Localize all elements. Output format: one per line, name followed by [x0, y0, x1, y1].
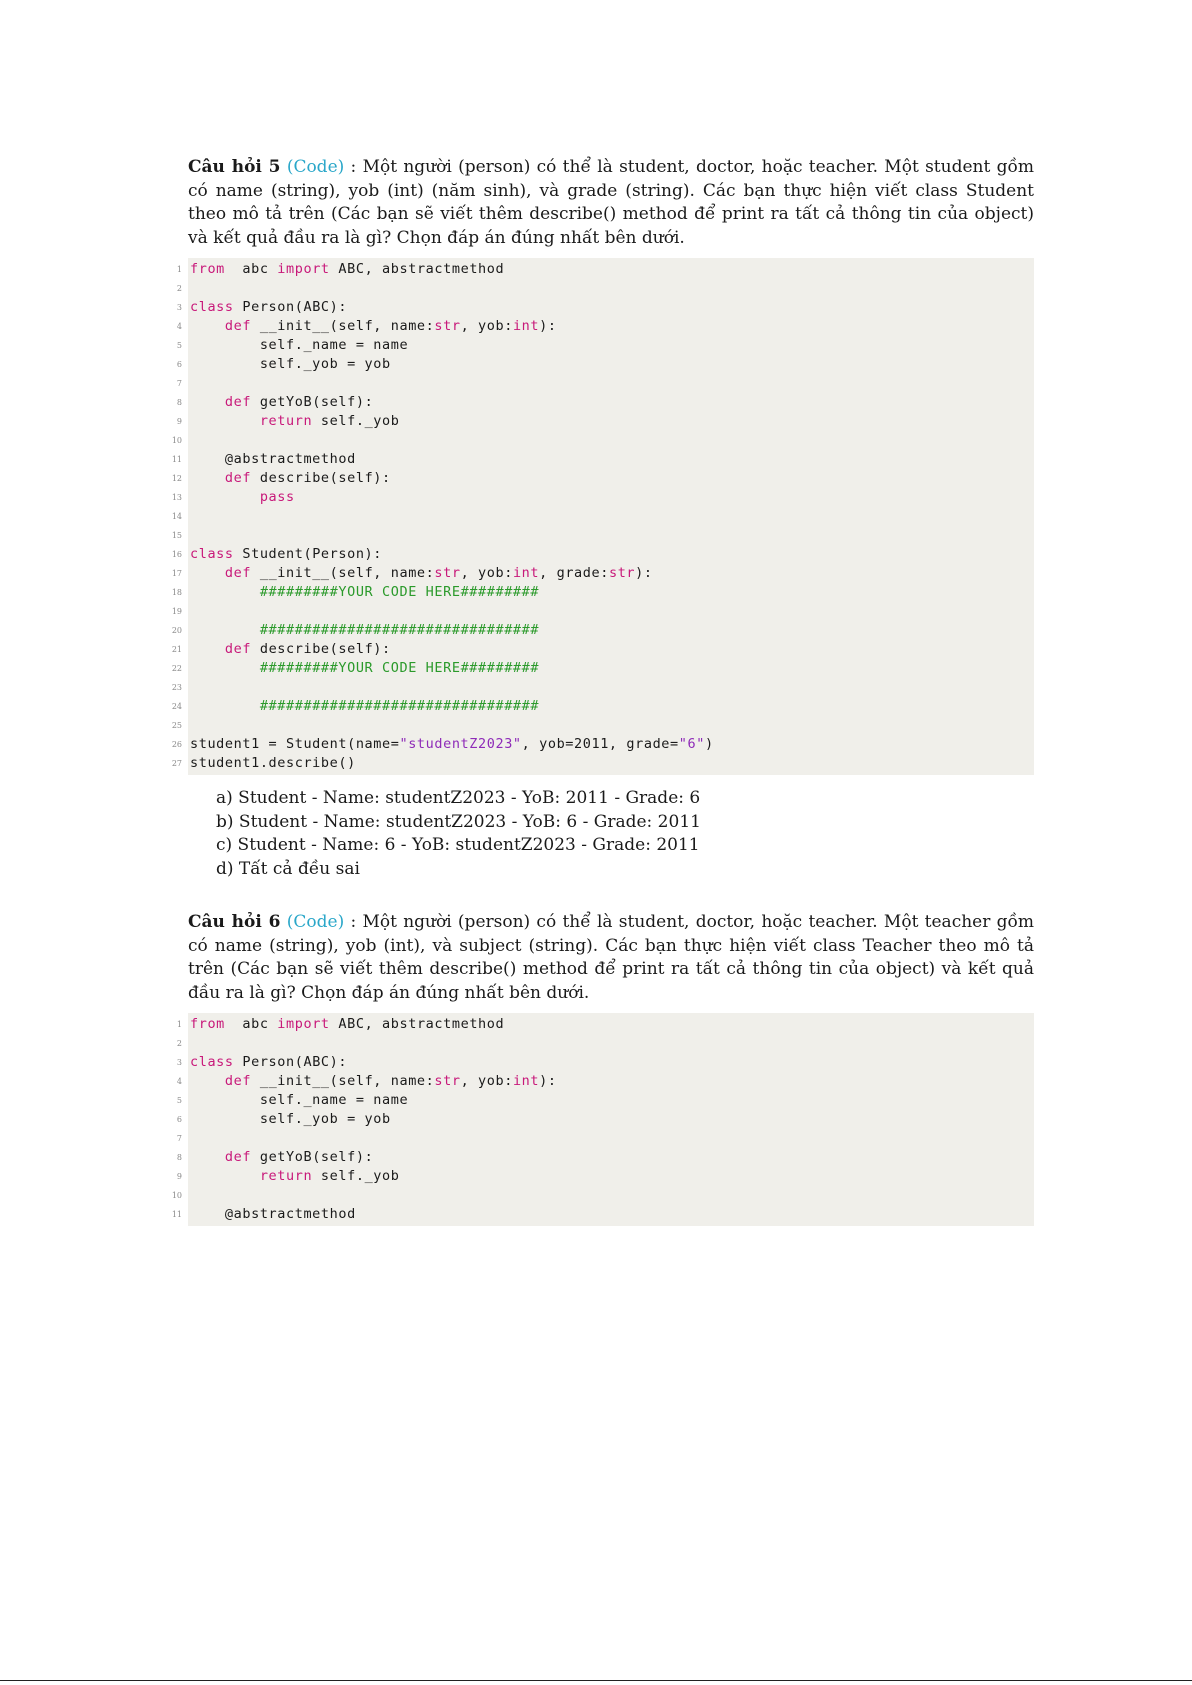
code-token: , grade:: [539, 565, 609, 581]
line-number: 9: [176, 1172, 182, 1181]
page-content: [171, 156, 1035, 1226]
code-token: #########YOUR CODE HERE#########: [259, 660, 540, 676]
code-token: Student(Person):: [233, 546, 383, 562]
code-line: [171, 431, 1034, 450]
code-line: [171, 602, 1034, 621]
line-number: 14: [171, 512, 182, 521]
code-line: [171, 1205, 1034, 1224]
code-token: [190, 622, 260, 638]
code-token: , yob:: [460, 1073, 513, 1089]
code-token: [190, 641, 225, 657]
code-token: return: [259, 413, 313, 429]
code-token: def: [224, 394, 252, 410]
line-number: 3: [176, 303, 182, 312]
line-number: 10: [171, 436, 182, 445]
answer-option[interactable]: b) Student - Name: studentZ2023 - YoB: 6 - Grade: 2011: [216, 811, 701, 832]
code-line: [171, 678, 1034, 697]
code-token: ABC, abstractmethod: [329, 261, 505, 277]
code-token: str: [434, 1073, 461, 1089]
code-line: [176, 1091, 1034, 1110]
code-token: str: [608, 565, 636, 581]
code-token: def: [224, 1073, 252, 1089]
line-number: 10: [171, 1191, 182, 1200]
line-number: 17: [171, 569, 182, 578]
code-line: [176, 1072, 1034, 1091]
code-token: student1 = Student(name=: [190, 736, 400, 752]
code-line: [171, 545, 1034, 564]
code-line: [171, 526, 1034, 545]
code-line: [176, 1148, 1034, 1167]
line-number: 11: [171, 1210, 182, 1219]
code-token: [190, 565, 225, 581]
code-token: [190, 1073, 225, 1089]
question-5-code-block: [171, 258, 1034, 775]
code-token: import: [277, 1016, 330, 1032]
code-token: ): [704, 736, 714, 752]
code-token: __init__(self, name:: [251, 1073, 435, 1089]
answer-option[interactable]: d) Tất cả đều sai: [216, 858, 360, 879]
code-token: class: [190, 1054, 234, 1070]
code-token: self._yob: [312, 413, 400, 429]
code-token: describe(self):: [251, 641, 391, 657]
code-line: [171, 507, 1034, 526]
line-number: 9: [176, 417, 182, 426]
line-number: 2: [176, 1039, 182, 1048]
question-5-text: : Một người (person) có thể là student, doctor, hoặc teacher. Một student gồm có name (string), yob (int) (năm sinh), và grade (string). Các bạn thực hiện viết class Student theo mô tả trên (Các bạn sẽ viết thêm describe() method để print ra tất cả thông tin của object) và kết quả đầu ra là gì? Chọn đáp án đúng nhất bên dưới.: [188, 157, 1034, 248]
question-6: [188, 911, 1034, 1005]
line-number: 13: [171, 493, 182, 502]
question-6-label: Câu hỏi 6: [188, 912, 281, 932]
code-line: [171, 488, 1034, 507]
line-number: 7: [176, 1134, 182, 1143]
question-6-code-block: [171, 1013, 1034, 1226]
code-token: from: [190, 261, 225, 277]
code-token: "6": [678, 736, 705, 752]
code-token: [190, 698, 260, 714]
code-token: class: [190, 299, 234, 315]
code-token: def: [224, 641, 252, 657]
code-line: [176, 317, 1034, 336]
code-token: getYoB(self):: [251, 394, 374, 410]
line-number: 27: [171, 759, 182, 768]
code-token: ):: [635, 565, 653, 581]
code-token: [190, 1149, 225, 1165]
code-token: Person(ABC):: [233, 1054, 348, 1070]
code-line: [171, 564, 1034, 583]
code-line: [176, 1015, 1034, 1034]
line-number: 5: [176, 1096, 182, 1105]
code-token: return: [259, 1168, 313, 1184]
line-number: 2: [176, 284, 182, 293]
code-token: import: [277, 261, 330, 277]
code-token: __init__(self, name:: [251, 565, 435, 581]
code-line: [171, 469, 1034, 488]
answer-option[interactable]: a) Student - Name: studentZ2023 - YoB: 2011 - Grade: 6: [216, 788, 701, 808]
code-line: [176, 336, 1034, 355]
code-token: def: [224, 565, 252, 581]
code-token: str: [434, 318, 461, 334]
code-line: [176, 279, 1034, 298]
code-line: [171, 716, 1034, 735]
code-token: [190, 318, 225, 334]
code-token: [190, 394, 225, 410]
code-token: "studentZ2023": [399, 736, 522, 752]
code-token: [190, 660, 260, 676]
code-token: abc: [224, 1016, 278, 1032]
line-number: 20: [171, 626, 182, 635]
code-line: [176, 374, 1034, 393]
code-token: student1.describe(): [190, 755, 356, 771]
question-5-options: [216, 787, 1034, 881]
code-line: [171, 697, 1034, 716]
code-token: int: [512, 1073, 540, 1089]
code-token: ABC, abstractmethod: [329, 1016, 505, 1032]
code-token: self._name = name: [190, 1092, 409, 1108]
line-number: 16: [171, 550, 182, 559]
code-token: def: [224, 318, 252, 334]
code-token: , yob:: [460, 318, 513, 334]
code-line: [176, 412, 1034, 431]
code-token: [190, 413, 260, 429]
code-token: def: [224, 1149, 252, 1165]
code-line: [176, 1129, 1034, 1148]
code-token: self._yob = yob: [190, 356, 391, 372]
code-line: [176, 355, 1034, 374]
question-5: [188, 156, 1034, 250]
code-line: [176, 1053, 1034, 1072]
code-token: [190, 489, 260, 505]
line-number: 26: [171, 740, 182, 749]
code-token: self._yob = yob: [190, 1111, 391, 1127]
line-number: 7: [176, 379, 182, 388]
code-line: [176, 1167, 1034, 1186]
answer-option[interactable]: c) Student - Name: 6 - YoB: studentZ2023 - Grade: 2011: [216, 835, 700, 855]
code-token: [190, 584, 260, 600]
line-number: 4: [176, 322, 182, 331]
code-token: describe(self):: [251, 470, 391, 486]
code-line: [171, 659, 1034, 678]
code-line: [171, 450, 1034, 469]
code-token: getYoB(self):: [251, 1149, 374, 1165]
line-number: 22: [171, 664, 182, 673]
code-token: ################################: [259, 698, 540, 714]
code-token: pass: [259, 489, 295, 505]
line-number: 8: [176, 398, 182, 407]
code-token: from: [190, 1016, 225, 1032]
code-token: __init__(self, name:: [251, 318, 435, 334]
code-line: [176, 1034, 1034, 1053]
code-line: [171, 640, 1034, 659]
line-number: 12: [171, 474, 182, 483]
code-line: [176, 1110, 1034, 1129]
line-number: 1: [176, 265, 182, 274]
line-number: 8: [176, 1153, 182, 1162]
code-token: ):: [539, 318, 557, 334]
code-token: [190, 470, 225, 486]
code-token: str: [434, 565, 461, 581]
line-number: 11: [171, 455, 182, 464]
code-line: [176, 260, 1034, 279]
line-number: 3: [176, 1058, 182, 1067]
question-5-label: Câu hỏi 5: [188, 157, 281, 177]
code-token: , yob=2011, grade=: [521, 736, 679, 752]
code-line: [171, 735, 1034, 754]
code-line: [171, 621, 1034, 640]
code-token: abc: [224, 261, 278, 277]
question-6-text: : Một người (person) có thể là student, doctor, hoặc teacher. Một teacher gồm có name (string), yob (int), và subject (string). Các bạn thực hiện viết class Teacher theo mô tả trên (Các bạn sẽ viết thêm describe() method để print ra tất cả thông tin của object) và kết quả đầu ra là gì? Chọn đáp án đúng nhất bên dưới.: [188, 912, 1035, 1003]
line-number: 18: [171, 588, 182, 597]
line-number: 25: [171, 721, 182, 730]
line-number: 6: [176, 360, 182, 369]
code-line: [176, 393, 1034, 412]
code-token: @abstractmethod: [190, 1206, 356, 1222]
code-token: Person(ABC):: [233, 299, 348, 315]
code-token: self._yob: [312, 1168, 400, 1184]
code-token: ):: [539, 1073, 557, 1089]
code-token: class: [190, 546, 234, 562]
line-number: 19: [171, 607, 182, 616]
code-line: [176, 298, 1034, 317]
code-token: int: [512, 565, 540, 581]
code-token: #########YOUR CODE HERE#########: [259, 584, 540, 600]
code-token: def: [224, 470, 252, 486]
code-token: ################################: [259, 622, 540, 638]
question-6-code-tag[interactable]: (Code): [286, 912, 345, 932]
line-number: 5: [176, 341, 182, 350]
line-number: 23: [171, 683, 182, 692]
code-line: [171, 1186, 1034, 1205]
code-token: int: [512, 318, 540, 334]
line-number: 21: [171, 645, 182, 654]
code-line: [171, 754, 1034, 773]
line-number: 6: [176, 1115, 182, 1124]
code-token: @abstractmethod: [190, 451, 356, 467]
page-bottom-rule: [0, 1680, 1192, 1681]
code-token: self._name = name: [190, 337, 409, 353]
question-5-code-tag[interactable]: (Code): [286, 157, 345, 177]
line-number: 24: [171, 702, 182, 711]
code-token: , yob:: [460, 565, 513, 581]
line-number: 1: [176, 1020, 182, 1029]
code-token: [190, 1168, 260, 1184]
line-number: 15: [171, 531, 182, 540]
code-line: [171, 583, 1034, 602]
line-number: 4: [176, 1077, 182, 1086]
